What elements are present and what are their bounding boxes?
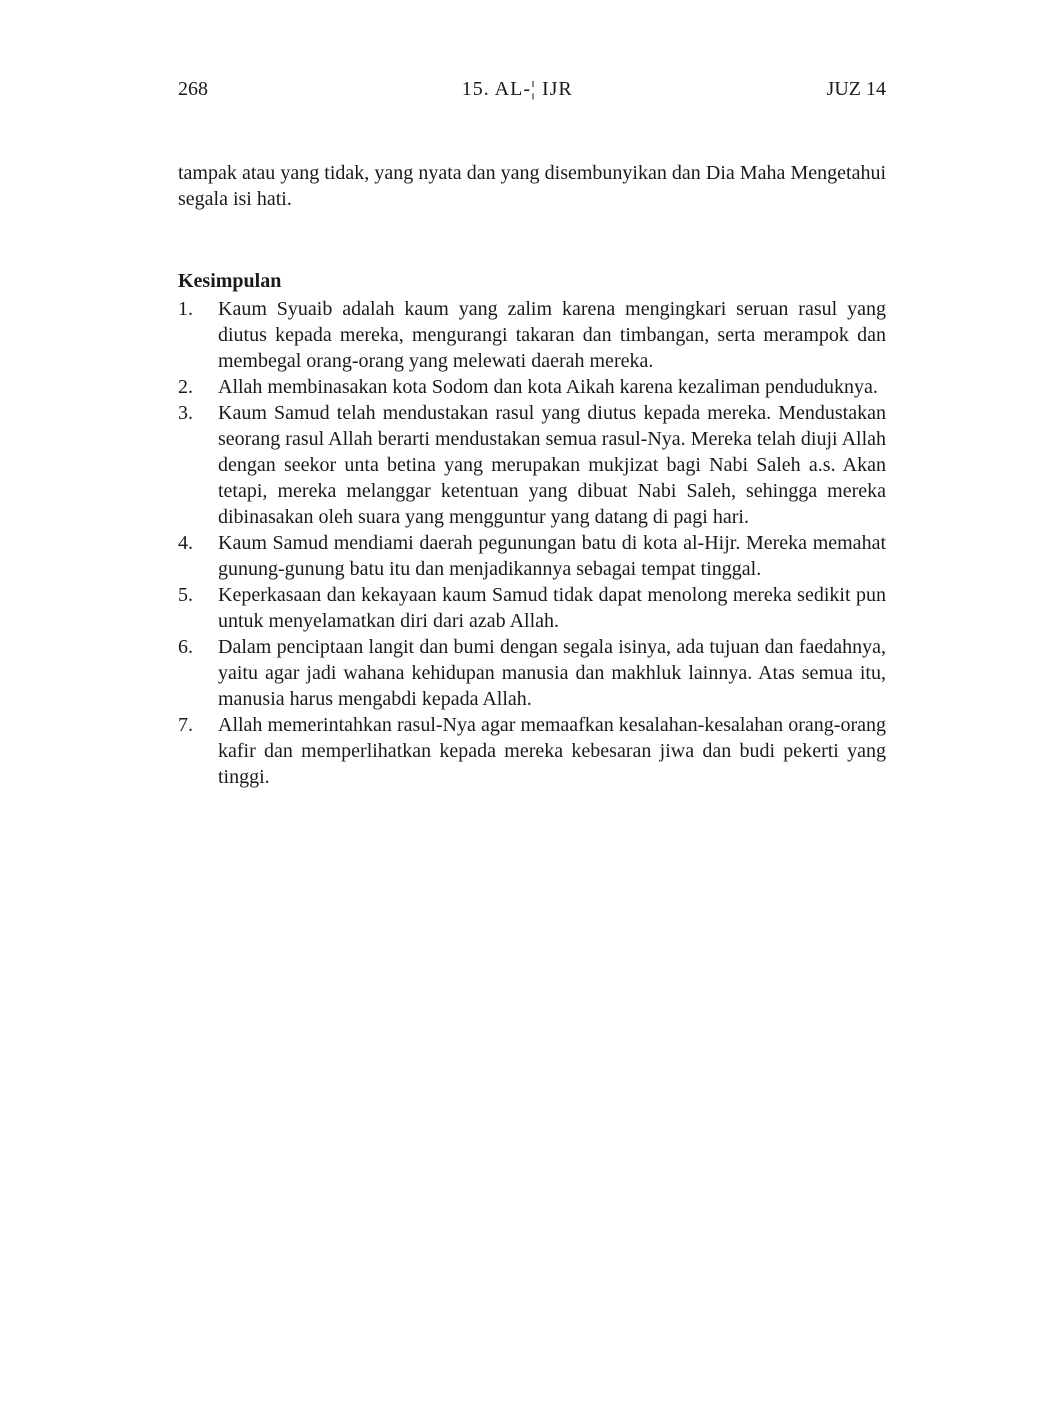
section-heading-kesimpulan: Kesimpulan: [178, 270, 282, 292]
list-item-text: Kaum Syuaib adalah kaum yang zalim karena mengingkari seruan rasul yang diutus kepada mereka, mengurangi takaran dan timbangan, serta merampok dan membegal orang-orang yang melewati daerah mereka.: [218, 298, 886, 372]
list-item: [178, 374, 886, 400]
list-item-text: Allah memerintahkan rasul-Nya agar memaafkan kesalahan-kesalahan orang-orang kafir dan memperlihatkan kepada mereka kebesaran jiwa dan budi pekerti yang tinggi.: [218, 714, 886, 788]
list-item-text: Dalam penciptaan langit dan bumi dengan segala isinya, ada tujuan dan faedahnya, yaitu agar jadi wahana kehidupan manusia dan makhluk lainnya. Atas semua itu, manusia harus mengabdi kepada Allah.: [218, 636, 886, 710]
list-item: [178, 400, 886, 530]
list-item: [178, 634, 886, 712]
list-item-number: 1.: [178, 298, 193, 320]
list-item-number: 4.: [178, 532, 193, 554]
juz-label: JUZ 14: [826, 78, 886, 100]
list-item-number: 3.: [178, 402, 193, 424]
list-item-number: 2.: [178, 376, 193, 398]
list-item: [178, 296, 886, 374]
running-header: [178, 76, 886, 102]
list-item-text: Kaum Samud telah mendustakan rasul yang diutus kepada mereka. Mendustakan seorang rasul Allah berarti mendustakan semua rasul-Nya. Mereka telah diuji Allah dengan seekor unta betina yang merupakan mukjizat bagi Nabi Saleh a.s. Akan tetapi, mereka melanggar ketentuan yang dibuat Nabi Saleh, sehingga mereka dibinasakan oleh suara yang mengguntur yang datang di pagi hari.: [218, 402, 886, 528]
list-item-text: Keperkasaan dan kekayaan kaum Samud tidak dapat menolong mereka sedikit pun untuk menyelamatkan diri dari azab Allah.: [218, 584, 886, 632]
list-item-text: Allah membinasakan kota Sodom dan kota Aikah karena kezaliman penduduknya.: [218, 376, 878, 398]
list-item: [178, 530, 886, 582]
list-item: [178, 582, 886, 634]
list-item-text: Kaum Samud mendiami daerah pegunungan batu di kota al-Hijr. Mereka memahat gunung-gunung batu itu dan menjadikannya sebagai tempat tinggal.: [218, 532, 886, 580]
list-item-number: 5.: [178, 584, 193, 606]
intro-paragraph: tampak atau yang tidak, yang nyata dan yang disembunyikan dan Dia Maha Mengetahui segala isi hati.: [178, 162, 886, 210]
list-item: [178, 712, 886, 790]
page-number: 268: [178, 78, 208, 100]
conclusion-list: [178, 296, 886, 790]
surah-title: 15. AL-¦ IJR: [461, 78, 573, 100]
list-item-number: 7.: [178, 714, 193, 736]
list-item-number: 6.: [178, 636, 193, 658]
